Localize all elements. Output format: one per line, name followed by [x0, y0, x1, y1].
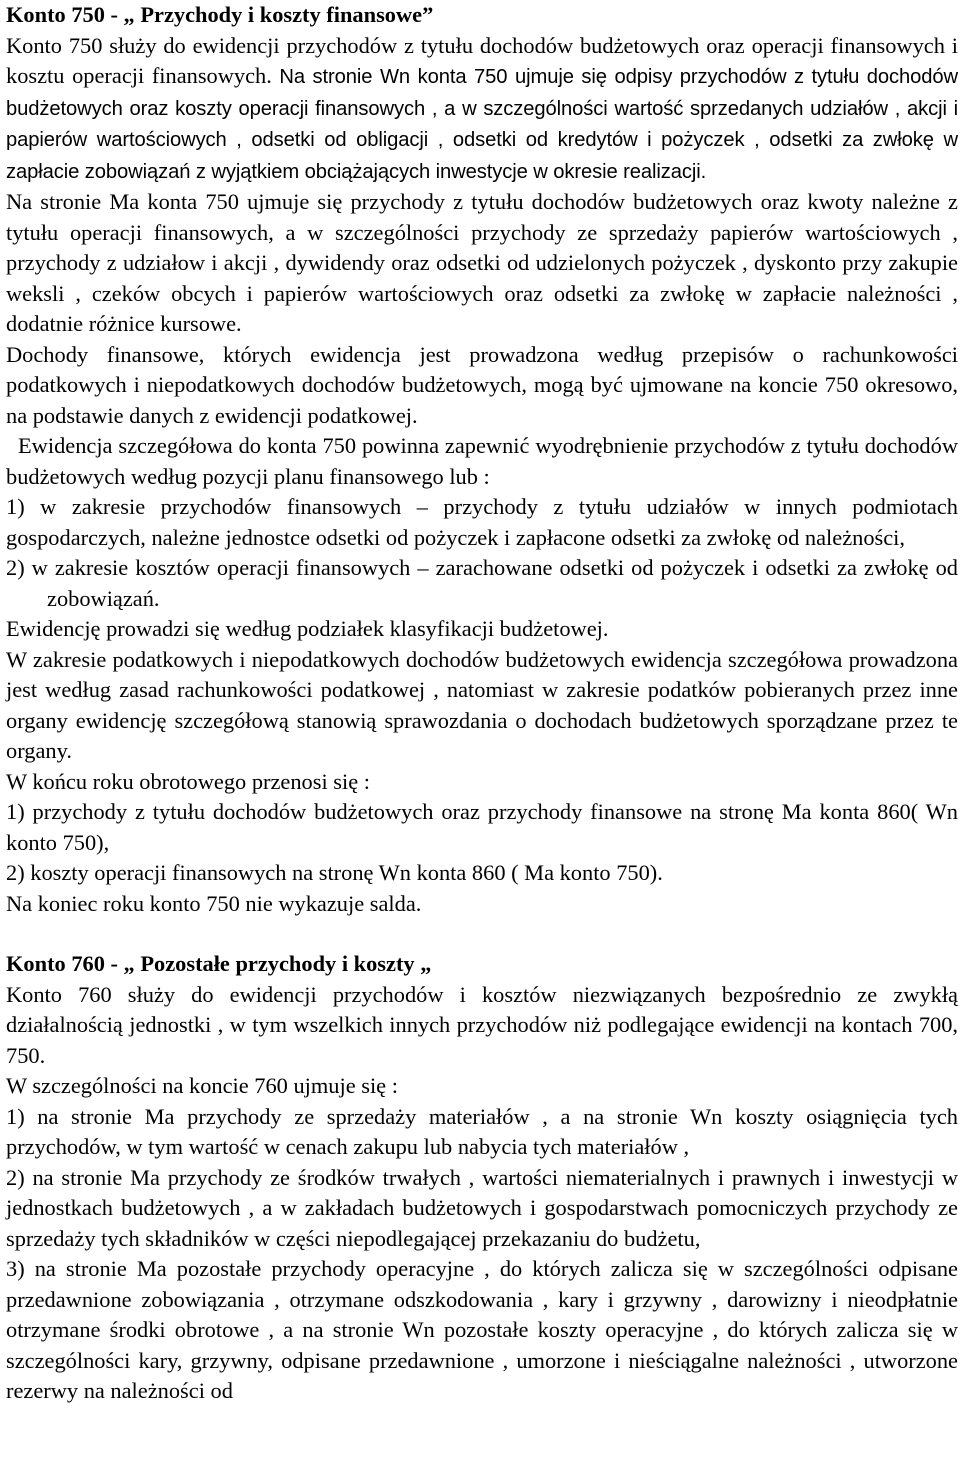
paragraph-particular-760: W szczególności na koncie 760 ujmuje się : — [6, 1073, 398, 1098]
wn-side-text-750: Na stronie Wn konta 750 ujmuje się odpisy przychodów z tytułu dochodów budżetowych oraz koszty operacji finansowych , a w szczególności wartość sprzedanych udziałów , akcji i papierów wartościowych , odsetki od obligacji , odsetki od kredytów i pożyczek , odsetki za zwłokę w zapłacie zobowiązań z wyjątkiem obciążających inwestycje w okresie realizacji. — [6, 66, 958, 183]
section-konto-750 — [6, 0, 958, 919]
list-item-year-end-1: 1) przychody z tytułu dochodów budżetowych oraz przychody finansowe na stronę Ma konta 860( Wn konto 750), — [6, 799, 958, 855]
list-item-year-end-2: 2) koszty operacji finansowych na stronę Wn konta 860 ( Ma konto 750). — [6, 860, 663, 885]
list-item-760-3: 3) na stronie Ma pozostałe przychody operacyjne , do których zalicza się w szczególności odpisane przedawnione zobowiązania , otrzymane odszkodowania , kary i grzywny , darowizny i nieodpłatnie otrzymane środki obrotowe , a na stronie Wn pozostałe koszty operacyjne , do których zalicza się w szczególności kary, grzywny, odpisane przedawnione , umorzone i nieściągalne należności , utworzone rezerwy na należności od — [6, 1256, 958, 1403]
list-item-detail-2: 2) w zakresie kosztów operacji finansowych – zarachowane odsetki od pożyczek i odsetki za zwłokę od zobowiązań. — [6, 555, 958, 611]
paragraph-income-note-750: Dochody finansowe, których ewidencja jest prowadzona według przepisów o rachunkowości podatkowych i niepodatkowych dochodów budżetowych, mogą być ujmowane na koncie 750 okresowo, na podstawie danych z ewidencji podatkowej. — [6, 341, 958, 428]
paragraph-ma-side-750: Na stronie Ma konta 750 ujmuje się przychody z tytułu dochodów budżetowych oraz kwoty należne z tytułu operacji finansowych, a w szczególności przychody ze sprzedaży papierów wartościowych , przychody z udziałow i akcji , dywidendy oraz odsetki od udzielonych pożyczek , dyskonto przy zakupie weksli , czeków obcych i papierów wartościowych oraz odsetki za zwłokę w zapłacie należności , dodatnie różnice kursowe. — [6, 189, 958, 336]
list-item-760-2: 2) na stronie Ma przychody ze środków trwałych , wartości niematerialnych i prawnych i inwestycji w jednostkach budżetowych , a w zakładach budżetowych i gospodarstwach pomocniczych przychody ze sprzedaży tych składników w części niepodlegającej przekazaniu do budżetu, — [6, 1164, 958, 1251]
section-heading-750: Konto 750 - „ Przychody i koszty finansowe” — [6, 2, 434, 27]
paragraph-intro-750 — [6, 31, 958, 188]
section-konto-760 — [6, 949, 958, 1407]
list-item-760-1: 1) na stronie Ma przychody ze sprzedaży materiałów , a na stronie Wn koszty osiągnięcia tych przychodów, w tym wartość w cenach zakupu lub nabycia tych materiałów , — [6, 1103, 958, 1159]
paragraph-tax-scope-750: W zakresie podatkowych i niepodatkowych dochodów budżetowych ewidencja szczegółowa prowadzona jest według zasad rachunkowości podatkowej , natomiast w zakresie podatków pobieranych przez inne organy ewidencję szczegółową stanowią sprawozdania o dochodach budżetowych sporządzane przez te organy. — [6, 646, 958, 763]
section-heading-760: Konto 760 - „ Pozostałe przychody i koszty „ — [6, 951, 432, 976]
list-item-detail-1: 1) w zakresie przychodów finansowych – przychody z tytułu udziałów w innych podmiotach gospodarczych, należne jednostce odsetki od pożyczek i zapłacone odsetki za zwłokę od należności, — [6, 494, 958, 550]
paragraph-detail-intro-750: Ewidencja szczegółowa do konta 750 powinna zapewnić wyodrębnienie przychodów z tytułu dochodów budżetowych według pozycji planu finansowego lub : — [6, 433, 958, 489]
paragraph-intro-760: Konto 760 służy do ewidencji przychodów i kosztów niezwiązanych bezpośrednio ze zwykłą działalnością jednostki , w tym wszelkich innych przychodów niż podlegające ewidencji na kontach 700, 750. — [6, 981, 958, 1068]
section-spacer — [6, 919, 958, 949]
document-page — [6, 0, 958, 1407]
paragraph-classification-750: Ewidencję prowadzi się według podziałek klasyfikacji budżetowej. — [6, 616, 609, 641]
paragraph-balance-750: Na koniec roku konto 750 nie wykazuje salda. — [6, 890, 422, 916]
intro-text-750: Konto 750 służy do ewidencji przychodów z tytułu dochodów budżetowych oraz operacji finansowych i kosztu operacji finansowych. — [6, 32, 958, 88]
paragraph-year-end-intro-750: W końcu roku obrotowego przenosi się : — [6, 768, 370, 794]
